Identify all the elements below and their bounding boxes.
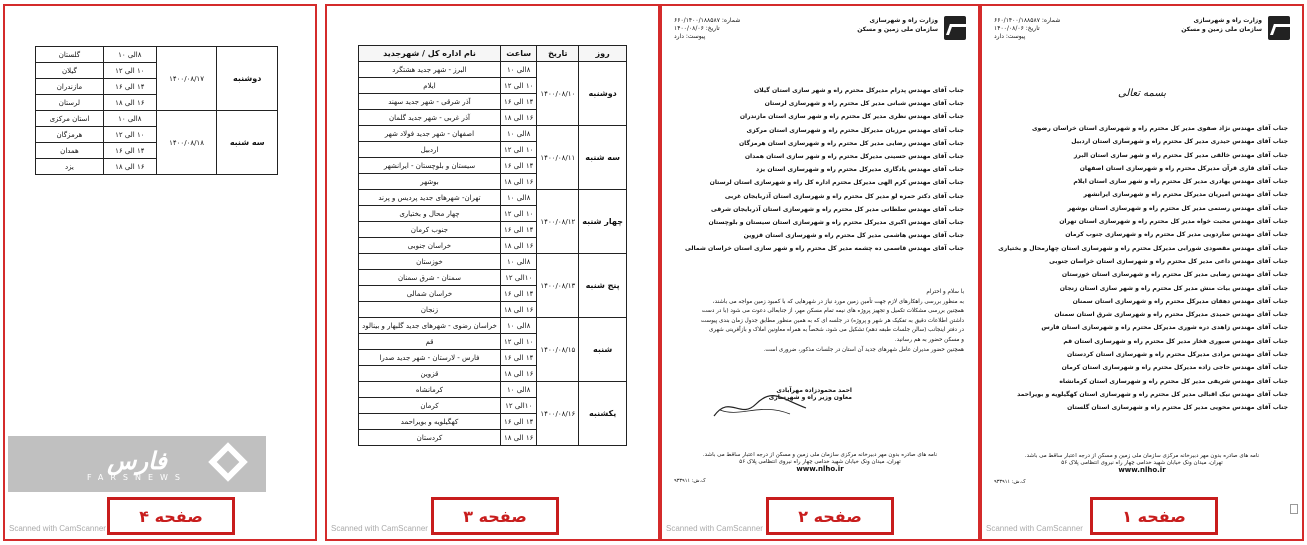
time-cell: ۱۴ الی ۱۶ <box>500 222 536 238</box>
table-row <box>359 318 627 334</box>
office-cell: خراسان جنوبی <box>359 238 501 254</box>
office-cell: لرستان <box>36 95 104 111</box>
office-cell: اصفهان - شهر جدید فولاد شهر <box>359 126 501 142</box>
time-cell: ۱۴ الی ۱۶ <box>103 79 156 95</box>
office-cell: گیلان <box>36 63 104 79</box>
recipient-line: جناب آقای مهندس صبوری فخار مدیر کل محترم راه و شهرسازی استان قم <box>1063 337 1288 345</box>
farsnews-watermark <box>8 436 266 492</box>
letter-footer: نامه های صادره بدون مهر دبیرخانه مرکزی سازمان ملی زمین و مسکن از درجه اعتبار ساقط می باشد. تهران، میدان ونک خیابان شهید خدامی چهار راه نیروی انتظامی پلاک ۵۶ www.nlho.ir <box>1024 453 1260 474</box>
recipient-line: جناب آقای مهندس حاجی زاده مدیرکل محترم راه و شهرسازی استان کرمان <box>1061 364 1288 372</box>
time-cell: ۸الی ۱۰ <box>500 254 536 270</box>
page-1-label: صفحه ۱ <box>1090 497 1218 535</box>
day-cell: دوشنبه <box>579 62 627 126</box>
day-cell: یکشنبه <box>579 382 627 446</box>
office-cell: کرمان <box>359 398 501 414</box>
letter-body <box>674 288 964 355</box>
day-cell: چهار شنبه <box>579 190 627 254</box>
table-row <box>359 126 627 142</box>
body-line: داشتن اطلاعات دقیق به تفکیک هر شهر و پروژه) در جلسه ای که به همین منظور مطابق جدول زمان بندی پیوست <box>700 317 964 324</box>
table-row <box>359 62 627 78</box>
ministry-logo-icon <box>1268 16 1290 40</box>
bismillah-heading: بسمه تعالی <box>1117 88 1167 99</box>
header-col-office: نام اداره کل / شهرجدید <box>359 46 501 62</box>
office-cell: خراسان رضوی - شهرهای جدید گلبهار و بینالود <box>359 318 501 334</box>
watermark-sub: FARSNEWS <box>86 472 187 482</box>
office-cell: بوشهر <box>359 174 501 190</box>
office-cell: استان مرکزی <box>36 111 104 127</box>
recipient-line: جناب آقای مهندس هاشمی مدیر کل محترم راه و شهرسازی استان قزوین <box>743 232 964 240</box>
office-cell: البرز - شهر جدید هشتگرد <box>359 62 501 78</box>
page-4 <box>3 4 317 541</box>
date-cell: ۱۴۰۰/۰۸/۱۶ <box>537 382 579 446</box>
time-cell: ۱۶ الی ۱۸ <box>103 159 156 175</box>
recipient-line: جناب آقای مهندس ساردویی مدیر کل محترم راه و شهرسازی جنوب کرمان <box>1065 231 1288 239</box>
recipient-line: جناب آقای مهندس نیک اقبالی مدیر کل محترم راه و شهرسازی استان کهگیلویه و بویراحمد <box>1017 390 1288 398</box>
recipient-line: جناب آقای مهندس حیدری مدیر کل محترم راه و شهرسازی استان اردبیل <box>1071 138 1288 146</box>
office-cell: همدان <box>36 143 104 159</box>
time-cell: ۸الی ۱۰ <box>500 190 536 206</box>
ministry-logo-icon <box>944 16 966 40</box>
time-cell: ۱۶ الی ۱۸ <box>500 110 536 126</box>
body-line: و مسکن حضور به هم رسانید. <box>894 336 964 343</box>
recipient-line: جناب آقای مهندس رضایی مدیر کل محترم راه و شهرسازی استان خوزستان <box>1061 271 1288 279</box>
time-cell: ۱۰ الی ۱۲ <box>103 63 156 79</box>
recipient-line: جناب آقای مهندس محویی مدیر کل محترم راه و شهرسازی استان گلستان <box>1067 404 1288 412</box>
corner-mark-icon <box>1290 504 1298 514</box>
date-cell: ۱۴۰۰/۰۸/۱۳ <box>537 254 579 318</box>
recipient-line: جناب آقای مهندس کرم الهی مدیرکل محترم اداره کل راه و شهرسازی استان لرستان <box>709 179 964 187</box>
page-2-label: صفحه ۲ <box>766 497 894 535</box>
reference-number: ک.ش: ۹۳۳۹۱۱ <box>674 478 706 484</box>
body-line: با سلام و احترام <box>926 289 964 295</box>
recipient-line: جناب آقای مهندس شبانی مدیر کل محترم راه و شهرسازی لرستان <box>764 100 964 108</box>
office-cell: هرمزگان <box>36 127 104 143</box>
time-cell: ۱۴ الی ۱۶ <box>500 414 536 430</box>
day-cell: دوشنبه <box>217 47 278 111</box>
recipient-line: جناب آقای مهندس مقصودی شورابی مدیرکل محترم راه و شهرسازی استان چهارمحال و بختیاری <box>998 244 1288 252</box>
time-cell: ۱۰الی ۱۲ <box>500 398 536 414</box>
office-cell: سمنان - شرق سمنان <box>359 270 501 286</box>
office-cell: کردستان <box>359 430 501 446</box>
office-cell: گلستان <box>36 47 104 63</box>
office-cell: آذر شرقی - شهر جدید سهند <box>359 94 501 110</box>
table-row <box>359 254 627 270</box>
recipient-line: جناب آقای مهندس پدرام مدیرکل محترم راه و شهر سازی استان گیلان <box>753 87 964 94</box>
table-row <box>36 111 278 127</box>
recipient-line: جناب آقای مهندس خالقی مدیر کل محترم راه و شهر سازی استان البرز <box>1073 151 1288 159</box>
day-cell: شنبه <box>579 318 627 382</box>
recipient-line: جناب آقای مهندس مرادی مدیرکل محترم راه و شهرسازی استان کردستان <box>1067 351 1288 359</box>
time-cell: ۱۴ الی ۱۶ <box>500 350 536 366</box>
day-cell: پنج شنبه <box>579 254 627 318</box>
header-col-date: تاریخ <box>537 46 579 62</box>
office-cell: فارس - لارستان - شهر جدید صدرا <box>359 350 501 366</box>
table-row <box>359 382 627 398</box>
office-cell: سیستان و بلوچستان - ایرانشهر <box>359 158 501 174</box>
time-cell: ۱۶ الی ۱۸ <box>500 366 536 382</box>
time-cell: ۱۰الی ۱۲ <box>500 270 536 286</box>
recipient-line: جناب آقای قاری قرآن مدیرکل محترم راه و شهرسازی استان اصفهان <box>1079 164 1288 172</box>
scan-watermark: Scanned with CamScanner <box>986 524 1083 533</box>
day-cell: سه شنبه <box>217 111 278 175</box>
letter-org: وزارت راه و شهرسازی سازمان ملی زمین و مسکن <box>857 17 938 33</box>
recipient-line: جناب آقای مهندس زاهدی دره شوری مدیرکل محترم راه و شهرسازی استان فارس <box>1041 324 1288 332</box>
table-row <box>36 47 278 63</box>
body-line: در دفتر اینجانب (سالن جلسات طبقه دهم) تشکیل می شود، شخصاً به همراه معاونین املاک و بازآفرینی شهری <box>708 327 964 334</box>
office-cell: زنجان <box>359 302 501 318</box>
time-cell: ۸الی ۱۰ <box>500 382 536 398</box>
page-2 <box>660 4 980 541</box>
office-cell: یزد <box>36 159 104 175</box>
page-3 <box>325 4 660 541</box>
farsnews-logo-icon <box>208 442 248 482</box>
body-line: به منظور بررسی راهکارهای لازم جهت تأمین زمین مورد نیاز در شهرهایی که با کمبود زمین مواجه می باشند، <box>712 298 964 305</box>
office-cell: خوزستان <box>359 254 501 270</box>
recipient-line: جناب آقای مهندس محبت خواه مدیر کل محترم راه و شهرسازی استان تهران <box>1059 218 1288 226</box>
schedule-table-page-4 <box>35 46 278 175</box>
time-cell: ۸الی ۱۰ <box>500 318 536 334</box>
time-cell: ۱۴ الی ۱۶ <box>500 158 536 174</box>
reference-number: ک.ش: ۹۳۳۹۱۱ <box>994 479 1026 485</box>
office-cell: قم <box>359 334 501 350</box>
date-cell: ۱۴۰۰/۰۸/۱۵ <box>537 318 579 382</box>
date-cell: ۱۴۰۰/۰۸/۱۷ <box>156 47 217 111</box>
recipient-line: جناب آقای مهندس رستمی مدیر کل محترم راه و شهرسازی استان بوشهر <box>1067 204 1288 212</box>
time-cell: ۱۶ الی ۱۸ <box>500 302 536 318</box>
recipient-line: جناب آقای مهندس یادگاری مدیرکل محترم راه و شهرسازی استان یزد <box>756 166 964 174</box>
header-col-day: روز <box>579 46 627 62</box>
recipient-line: جناب آقای مهندس بهادری مدیر کل محترم راه و شهر سازی استان ایلام <box>1073 178 1288 186</box>
recipient-line: جناب آقای مهندس نظری مدیر کل محترم راه و شهر سازی استان مازندران <box>739 113 964 121</box>
time-cell: ۸الی ۱۰ <box>500 126 536 142</box>
header-col-time: ساعت <box>500 46 536 62</box>
recipient-line: جناب آقای مهندس سلطانی مدیر کل محترم راه و شهرسازی استان آذربایجان شرقی <box>711 205 964 213</box>
time-cell: ۱۰ الی ۱۲ <box>500 334 536 350</box>
time-cell: ۱۶ الی ۱۸ <box>500 238 536 254</box>
recipient-line: جناب آقای مهندس اکبری مدیرکل محترم راه و شهرسازی استان سیستان و بلوچستان <box>708 219 964 227</box>
signature-scribble <box>710 390 810 422</box>
page-3-label: صفحه ۳ <box>431 497 559 535</box>
recipient-line: جناب آقای مهندس حسینی مدیرکل محترم راه و شهر سازی استان همدان <box>744 153 964 161</box>
time-cell: ۱۰ الی ۱۲ <box>500 206 536 222</box>
office-cell: جنوب کرمان <box>359 222 501 238</box>
recipient-line: جناب آقای مهندس نژاد صفوی مدیر کل محترم راه و شهرسازی استان خراسان رضوی <box>1031 125 1288 132</box>
letter-meta: شماره: ۶۶۰/۱۴۰۰/۱۸۸۵۸۷ تاریخ: ۱۴۰۰/۰۸/۰۶ پیوست: دارد <box>994 17 1061 40</box>
page-4-label: صفحه ۴ <box>107 497 235 535</box>
office-cell: کرمانشاه <box>359 382 501 398</box>
time-cell: ۸الی ۱۰ <box>103 111 156 127</box>
date-cell: ۱۴۰۰/۰۸/۱۲ <box>537 190 579 254</box>
recipient-line: جناب آقای مهندس بیات منش مدیر کل محترم راه و شهر سازی استان زنجان <box>1059 284 1288 292</box>
time-cell: ۸الی ۱۰ <box>500 62 536 78</box>
time-cell: ۱۴ الی ۱۶ <box>103 143 156 159</box>
recipient-list <box>994 122 1288 415</box>
office-cell: خراسان شمالی <box>359 286 501 302</box>
body-line: همچنین حضور مدیران عامل شهرهای جدید آن استان در جلسات مذکور، ضروری است. <box>763 346 964 353</box>
schedule-table-page-3 <box>358 45 627 446</box>
date-cell: ۱۴۰۰/۰۸/۱۰ <box>537 62 579 126</box>
recipient-line: جناب آقای مهندس داعی مدیر کل محترم راه و شهرسازی استان خراسان جنوبی <box>1049 257 1288 265</box>
time-cell: ۱۴ الی ۱۶ <box>500 286 536 302</box>
signature-block: احمد محمودزاده مهرآبادی معاون وزیر راه و شهرسازی <box>768 387 852 401</box>
recipient-line: جناب آقای مهندس مرزبان مدیرکل محترم راه و شهرسازی استان مرکزی <box>746 126 964 134</box>
recipient-line: جناب آقای مهندس قاسمی ده چشمه مدیر کل محترم راه و شهر سازی استان خراسان شمالی <box>685 245 964 253</box>
body-line: همچنین بررسی مشکلات تکمیل و تجهیز پروژه های نیمه تمام مسکن مهر، از جنابعالی دعوت می شود (با در دست <box>701 308 964 315</box>
time-cell: ۱۰ الی ۱۲ <box>500 78 536 94</box>
office-cell: آذر غربی - شهر جدید گلمان <box>359 110 501 126</box>
office-cell: مازندران <box>36 79 104 95</box>
date-cell: ۱۴۰۰/۰۸/۱۱ <box>537 126 579 190</box>
recipient-line: جناب آقای مهندس امیریان مدیرکل محترم راه و شهرسازی ایرانشهر <box>1083 191 1288 199</box>
recipient-line: جناب آقای مهندس حمیدی مدیرکل محترم راه و شهرسازی شرق استان سمنان <box>1054 311 1288 319</box>
watermark-brand: فارس <box>107 446 167 475</box>
letter-footer: نامه های صادره بدون مهر دبیرخانه مرکزی سازمان ملی زمین و مسکن از درجه اعتبار ساقط می باشد. تهران، میدان ونک خیابان شهید خدامی چهار راه نیروی انتظامی پلاک ۵۶ www.nlho.ir <box>702 452 938 473</box>
time-cell: ۸الی ۱۰ <box>103 47 156 63</box>
recipient-line: جناب آقای مهندس دهقان مدیرکل محترم راه و شهرسازی استان سمنان <box>1072 297 1288 305</box>
office-cell: ایلام <box>359 78 501 94</box>
table-row <box>359 190 627 206</box>
scan-watermark: Scanned with CamScanner <box>9 524 106 533</box>
recipient-list <box>674 84 964 256</box>
time-cell: ۱۰ الی ۱۲ <box>103 127 156 143</box>
page-1 <box>980 4 1304 541</box>
recipient-line: جناب آقای دکتر حمزه لو مدیر کل محترم راه و شهرسازی استان آذربایجان غربی <box>724 192 964 200</box>
recipient-line: جناب آقای مهندس رضایی مدیر کل محترم راه و شهرسازی استان هرمزگان <box>738 139 964 147</box>
date-cell: ۱۴۰۰/۰۸/۱۸ <box>156 111 217 175</box>
time-cell: ۱۰ الی ۱۲ <box>500 142 536 158</box>
time-cell: ۱۴ الی ۱۶ <box>500 94 536 110</box>
office-cell: قزوین <box>359 366 501 382</box>
scan-watermark: Scanned with CamScanner <box>666 524 763 533</box>
office-cell: کهگیلویه و بویراحمد <box>359 414 501 430</box>
letter-org: وزارت راه و شهرسازی سازمان ملی زمین و مسکن <box>1181 17 1262 33</box>
scan-watermark: Scanned with CamScanner <box>331 524 428 533</box>
time-cell: ۱۶ الی ۱۸ <box>500 430 536 446</box>
time-cell: ۱۶ الی ۱۸ <box>500 174 536 190</box>
day-cell: سه شنبه <box>579 126 627 190</box>
office-cell: تهران- شهرهای جدید پردیس و پرند <box>359 190 501 206</box>
recipient-line: جناب آقای مهندس شریفی مدیر کل محترم راه و شهرسازی استان کرمانشاه <box>1059 377 1288 385</box>
office-cell: اردبیل <box>359 142 501 158</box>
letter-meta: شماره: ۶۶۰/۱۴۰۰/۱۸۸۵۸۷ تاریخ: ۱۴۰۰/۰۸/۰۶ پیوست: دارد <box>674 17 741 40</box>
office-cell: چهار محال و بختیاری <box>359 206 501 222</box>
time-cell: ۱۶ الی ۱۸ <box>103 95 156 111</box>
